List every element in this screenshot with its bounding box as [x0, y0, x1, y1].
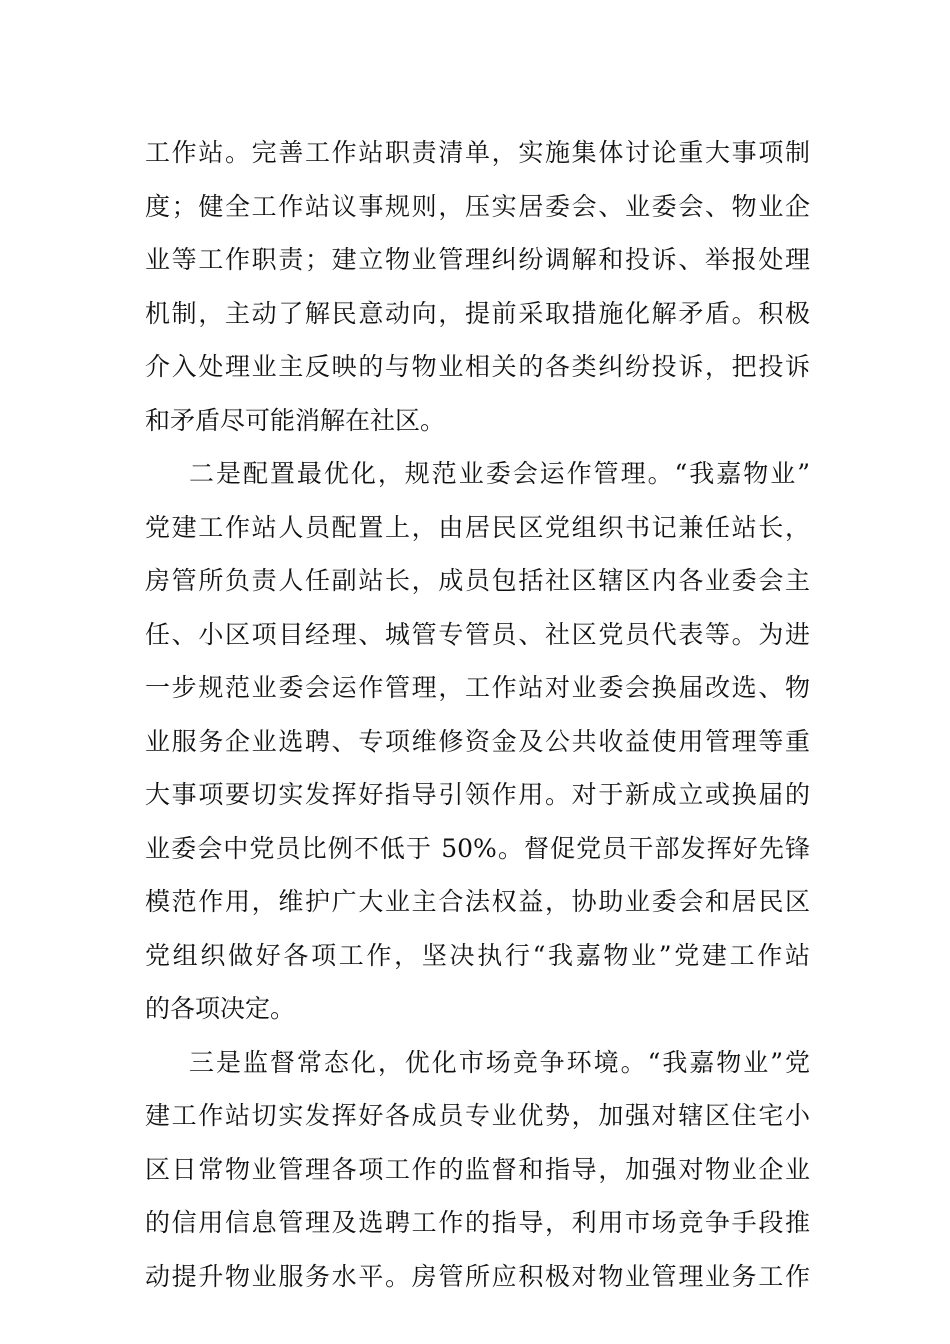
text-line: 介入处理业主反映的与物业相关的各类纠纷投诉，把投诉 [145, 352, 810, 381]
text-line: 的信用信息管理及选聘工作的指导，利用市场竞争手段推 [145, 1208, 810, 1237]
text-line: 党组织做好各项工作，坚决执行“我嘉物业”党建工作站 [145, 940, 810, 970]
text-line: 度；健全工作站议事规则，压实居委会、业委会、物业企 [145, 191, 810, 221]
text-line: 业等工作职责；建立物业管理纠纷调解和投诉、举报处理 [145, 245, 810, 274]
text-line: 任、小区项目经理、城管专管员、社区党员代表等。为进 [145, 619, 810, 649]
text-line: 的各项决定。 [145, 994, 296, 1023]
text-line: 建工作站切实发挥好各成员专业优势，加强对辖区住宅小 [145, 1101, 810, 1130]
paragraph-first-line: 二是配置最优化，规范业委会运作管理。“我嘉物业” [189, 459, 810, 488]
text-line: 大事项要切实发挥好指导引领作用。对于新成立或换届的 [145, 780, 810, 809]
text-line: 区日常物业管理各项工作的监督和指导，加强对物业企业 [145, 1154, 810, 1184]
text-line: 房管所负责人任副站长，成员包括社区辖区内各业委会主 [145, 566, 810, 595]
text-line: 动提升物业服务水平。房管所应积极对物业管理业务工作 [145, 1261, 810, 1291]
text-line: 党建工作站人员配置上，由居民区党组织书记兼任站长， [145, 512, 810, 542]
text-line: 业委会中党员比例不低于 50%。督促党员干部发挥好先锋 [145, 833, 810, 863]
text-line: 机制，主动了解民意动向，提前采取措施化解矛盾。积极 [145, 298, 810, 328]
text-line: 模范作用，维护广大业主合法权益，协助业委会和居民区 [145, 887, 810, 916]
paragraph-first-line: 三是监督常态化，优化市场竞争环境。“我嘉物业”党 [189, 1047, 810, 1077]
text-line: 一步规范业委会运作管理，工作站对业委会换届改选、物 [145, 673, 810, 702]
text-line: 和矛盾尽可能消解在社区。 [145, 405, 446, 435]
text-line: 工作站。完善工作站职责清单，实施集体讨论重大事项制 [145, 138, 810, 167]
text-line: 业服务企业选聘、专项维修资金及公共收益使用管理等重 [145, 726, 810, 756]
body-text [145, 126, 810, 1303]
